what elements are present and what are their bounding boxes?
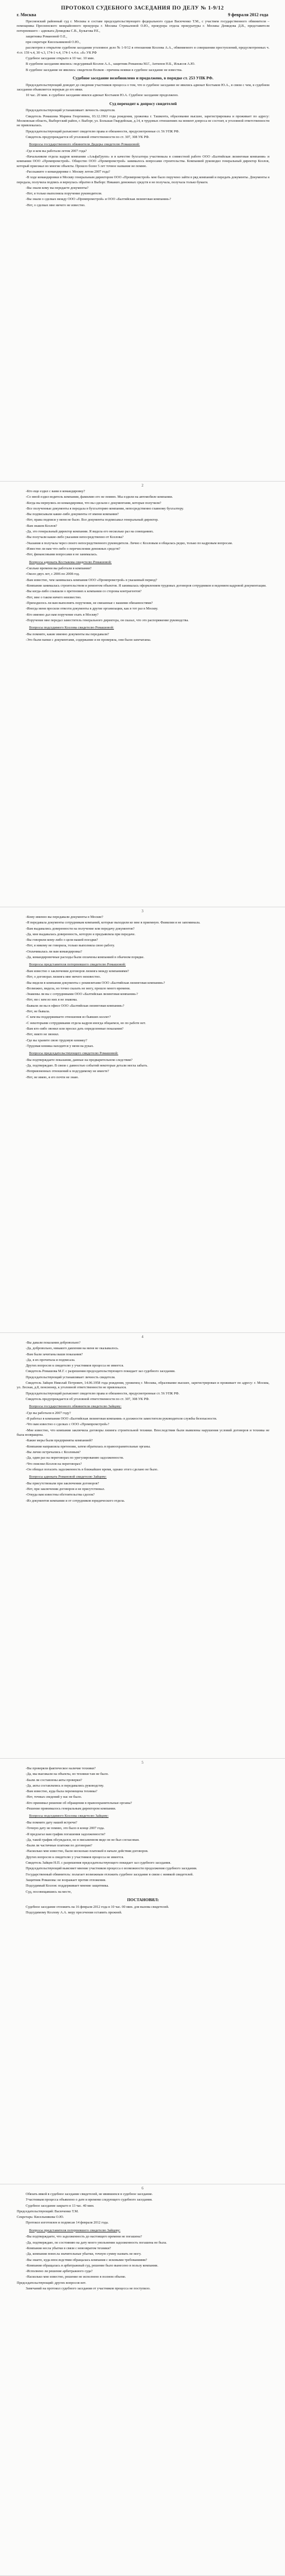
paragraph: -Решение принималось генеральным директором компании. xyxy=(26,1807,116,1811)
paragraph: -Он обещал погасить задолженность в ближайшее время, однако этого сделано не было. xyxy=(26,1467,159,1472)
paragraph: -Вы помните дату нашей встречи? xyxy=(26,1820,78,1825)
paragraph: Судебное заседание отложить на 16 февраля 2012 года в 10 час. 00 мин. для вызова свидетелей. xyxy=(26,1904,169,1909)
paragraph: -Нет, финансовыми вопросами я не занималась. xyxy=(26,553,98,557)
question-heading: Вопросы государственного обвинителя Дидеры свидетелю Ромашовой: xyxy=(29,142,140,147)
paragraph: -Были ли составлены акты проверки? xyxy=(26,1778,82,1782)
protocol-date: 9 февраля 2012 года xyxy=(228,12,268,17)
paragraph: -Где и кем вы работали летом 2007 года? xyxy=(26,149,87,153)
paragraph: -Вам известно о заключении договоров лизинга между компаниями? xyxy=(26,969,129,973)
paragraph: -Начальником отдела кадров компании «АльфаГрупп» и в качестве бухгалтера участвовала в совместной работе ООО «Балтийская лизинговая компания» и компании ООО «Промпромстрой». Общество ООО «Промпромстрой» занималось вопросами строительства. Компанией руководил генеральный директор Козлов, который приезжал во многие объекты. Прошло более 5 лет точное название не помню. xyxy=(17,155,269,168)
paragraph: Председательствующий доводит до сведения участников процесса о том, что в судебное заседание не явились адвокат Костыков Ю.А., в связи с чем, в судебном заседании объявляется перерыв до его явки. xyxy=(17,83,269,92)
paragraph xyxy=(17,2229,269,2234)
paragraph: -Компания несла убытки в связи с невозвратом техники? xyxy=(26,2246,111,2250)
paragraph xyxy=(17,1475,269,1480)
page-body xyxy=(0,489,285,642)
paragraph: -Приходилось ли вам выполнять поручения, не связанные с вашими обязанностями? xyxy=(26,601,153,605)
paragraph: Защитник Романова: не возражает против отложения. xyxy=(26,1878,106,1882)
paragraph: -Кто принимал решение об обращении в правоохранительные органы? xyxy=(26,1801,132,1805)
document-page-5 xyxy=(0,1759,285,2184)
paragraph: -Да, командировочные расходы были оплачены компанией в обычном порядке. xyxy=(26,955,145,960)
paragraph: -Вам знаком Козлов? xyxy=(26,523,58,528)
paragraph: Других вопросов к свидетелю у участников процесса не имеется. xyxy=(26,1364,124,1368)
paragraph: -Да, подтверждаю, по состоянию на дату моего увольнения задолженность погашена не была. xyxy=(26,2240,167,2245)
paragraph: -Из документов компании и от сотрудников юридического отдела. xyxy=(26,1498,125,1503)
paragraph: Свидетель Зайцев Николай Петрович, 14.06.1958 года рождения, уроженец г. Москвы, образование высшее, зарегистрирован и проживает по адресу: г. Москва, ул. Лесная, д.8, пенсионер, к уголовной ответственности не привлекался. xyxy=(17,1381,269,1390)
document-page-3 xyxy=(0,907,285,1333)
paragraph: -Вы видели в компании документы с реквизитами ООО «Балтийская лизинговая компания»? xyxy=(26,980,165,985)
paragraph: -Вы проверяли фактическое наличие техники? xyxy=(26,1766,96,1770)
question-heading: Вопросы адвоката Костыкова свидетелю Ромашовой: xyxy=(29,560,112,564)
paragraph: -Вы помните, какие именно документы вы передавали? xyxy=(26,632,110,636)
paragraph: -Были ли частичные платежи по договорам? xyxy=(26,1844,92,1848)
paragraph: -С некоторыми сотрудниками отдела кадров иногда общаемся, но по работе нет. xyxy=(26,1021,146,1025)
paragraph: -Сколько времени вы работали в компании? xyxy=(26,566,92,571)
paragraph: -Компания направляла претензии, затем обратилась в правоохранительные органы. xyxy=(26,1444,151,1449)
paragraph: -Да, компания понесла значительные убытки, точную сумму назвать не могу. xyxy=(26,2252,141,2256)
paragraph: -Поручение мне передал заместитель генерального директора, он сказал, что это распоряжение руководства. xyxy=(26,618,189,622)
paragraph: -Вы подписывали какие-либо документы от имени компании? xyxy=(26,512,119,517)
protocol-dateline xyxy=(17,12,268,17)
paragraph: -Расскажите о командировке г. Москву летом 2007 года? xyxy=(26,169,110,174)
document-page-6 xyxy=(0,2184,285,2576)
page-body xyxy=(0,2192,285,2291)
paragraph: Свидетель предупреждается об уголовной ответственности по ст. 307, 308 УК РФ. xyxy=(26,135,150,139)
paragraph: -Нет, мне о таком ничего неизвестно. xyxy=(26,595,82,599)
paragraph: -С кем вы поддерживаете отношения из бывших коллег? xyxy=(26,1015,111,1020)
paragraph: -Нет, о договорах лизинга мне ничего неизвестно. xyxy=(26,975,101,979)
paragraph: -Вам кто-либо звонил или просил дать определенные показания? xyxy=(26,1026,124,1031)
page-body xyxy=(0,1766,285,1915)
paragraph: защитника Романовой О.Е., xyxy=(26,34,68,39)
paragraph: -Вы подтверждаете, что задолженность до настоящего времени не погашена? xyxy=(26,2235,142,2239)
paragraph: Суд переходит к допросу свидетелей xyxy=(109,101,177,106)
page-body xyxy=(0,1341,285,1503)
paragraph: -Я работал в компании ООО «Балтийская лизинговая компания» в должности заместителя руководителя службы безопасности. xyxy=(26,1417,217,1421)
paragraph: Председательствующий: Васюченко Т.М. xyxy=(17,2209,79,2213)
question-heading: Вопросы представителя потерпевшего свидетелю Ромашовой: xyxy=(29,963,126,967)
paragraph: -Да, добровольно, никакого давления на меня не оказывалось. xyxy=(26,1346,119,1351)
paragraph: -Да, акты составлялись и передавались руководству. xyxy=(26,1783,104,1788)
paragraph: -Со мной ездил водитель компании, фамилию его не помню. Мы ездили на автомобиле компании. xyxy=(26,495,173,499)
page-number: 3 xyxy=(141,909,144,913)
paragraph: Других вопросов к свидетелю у участников процесса не имеется. xyxy=(26,1855,124,1859)
paragraph: -Вы лично встречались с Козловым? xyxy=(26,1450,81,1454)
paragraph: -Где вы работали в 2007 году? xyxy=(26,1411,71,1415)
paragraph: -Известно ли вам что-либо о перечислении денежных средств? xyxy=(26,546,121,551)
paragraph: -Неприязненных отношений к подсудимому не имеете? xyxy=(26,1069,110,1074)
document-page-1 xyxy=(0,0,285,482)
paragraph: -Да, это генеральный директор компании. Я видела его несколько раз на совещаниях. xyxy=(26,530,154,534)
paragraph: Участникам процесса объявлено о дате и времени следующего судебного заседания. xyxy=(26,2198,153,2202)
paragraph: -Да, мне выдавалась доверенность, которую я предъявляла при передаче. xyxy=(26,932,136,936)
paragraph: -Компания обращалась в арбитражный суд, решение было вынесено в пользу компании. xyxy=(26,2263,159,2268)
paragraph: -Вы знали о сделках между ООО «Промпромстрой» и ООО «Балтийская лизинговая компания»? xyxy=(26,197,172,202)
paragraph: -Да, подтверждаю. В связи с давностью событий некоторые детали могла забыть. xyxy=(26,1063,148,1068)
paragraph: -Да, я их прочитала и подписала. xyxy=(26,1358,75,1362)
paragraph: -Да, один раз на переговорах по урегулированию задолженности. xyxy=(26,1456,124,1460)
protocol-city: г. Москва xyxy=(17,12,36,17)
paragraph: -Нет, никто не звонил. xyxy=(26,1032,59,1037)
question-heading: Вопросы представителя потерпевшего свидетелю Зайцеву: xyxy=(29,2228,121,2232)
paragraph: при секретаре Кисельниковой О.Ю., xyxy=(26,40,80,45)
page-body xyxy=(0,915,285,1080)
paragraph: Судебное заседание открыто в 10 час. 10 мин. xyxy=(26,56,95,61)
paragraph: -Нет, при заключении договоров я не присутствовал. xyxy=(26,1487,105,1491)
paragraph: Обязать явкой в судебное заседание свидетелей, не явившихся в судебное заседание. xyxy=(26,2192,153,2196)
page-number: 4 xyxy=(141,1335,144,1339)
protocol-title: ПРОТОКОЛ СУДЕБНОГО ЗАСЕДАНИЯ ПО ДЕЛУ № 1-9/12 xyxy=(61,6,224,11)
paragraph: Председательствующий выясняет мнение участников процесса о возможности продолжения судебного заседания. xyxy=(26,1866,197,1871)
paragraph: -Вы знали кому вы передаете документы? xyxy=(26,185,89,190)
paragraph: -Вы получали какие-либо указания непосредственно от Козлова? xyxy=(26,535,124,540)
paragraph: Суд, посовещавшись на месте, xyxy=(26,1889,72,1894)
paragraph: -Нет, я только выполняла поручение руководителя. xyxy=(26,192,102,196)
document-page-2 xyxy=(0,482,285,907)
paragraph: Подсудимому Козлову А.А. меру пресечения оставить прежней. xyxy=(26,1910,122,1915)
paragraph: -Насколько мне известно, решение не исполнено в полном объеме. xyxy=(26,2275,126,2279)
paragraph: -Это были папки с документами, содержание я не проверяла, они были запечатаны. xyxy=(26,637,151,642)
paragraph: -В ходе командировки в Москву генеральным директором ООО «Промпромстрой» мне было поручено зайти в ряд компаний и передать документы. Документы я передала, получила подпись и вернулась обратно в Выборг. Никаких денежных средств я не получала, получала только бумаги. xyxy=(17,175,269,184)
paragraph: Председательствующий разъясняет свидетелю права и обязанности, предусмотренные ст. 56 УПК РФ. xyxy=(26,129,180,134)
paragraph: -Вы присутствовали при заключении договоров? xyxy=(26,1481,99,1485)
paragraph xyxy=(17,963,269,968)
paragraph: Судебное заседание возобновлено и продолжено, в порядке ст. 253 УПК РФ. xyxy=(73,75,213,80)
paragraph: Свидетель Ромашова Марина Георгиевна, 03.12.1963 года рождения, уроженка г. Ташкента, образование высшее, зарегистрирована и проживает по адресу: Московская область, Выборгский район, г. Выборг, ул. Большая Гвардейская, д.14, в трудовых отношениях на момент допроса не состоит, к уголовной ответственности не привлекалась. xyxy=(17,114,269,128)
paragraph: -Вам выдавались доверенности на получение или передачу документов? xyxy=(26,926,135,931)
question-heading: Вопросы подсудимого Козлова свидетелю Зайцеву: xyxy=(29,1814,109,1818)
paragraph: -Вы подтверждаете показания, данные на предварительном следствии? xyxy=(26,1058,133,1062)
page-number: 6 xyxy=(141,2186,144,2191)
paragraph: -Кто еще ездил с вами в командировку? xyxy=(26,489,86,493)
paragraph: -Да, мы выезжали на объекты, но техники там не было. xyxy=(26,1772,109,1777)
paragraph: -Вам были зачитаны ваши показания? xyxy=(26,1352,83,1356)
paragraph: -Вы давали показания добровольно? xyxy=(26,1341,80,1345)
paragraph: -Нет, ни с кем из них я не знакома. xyxy=(26,998,78,1002)
paragraph: В судебное заседание не явились: свидетели Волков - причина неявки в судебное заседание не известна. xyxy=(26,68,183,72)
paragraph: -Нет, права подписи у меня не было. Все документы подписывал генеральный директор. xyxy=(26,518,159,522)
paragraph: -Бывали ли вы в офисе ООО «Балтийская лизинговая компания»? xyxy=(26,1003,125,1008)
paragraph xyxy=(17,1814,269,1819)
paragraph: -Вам известно, куда была перемещена техника? xyxy=(26,1789,98,1794)
paragraph: 10 час. 20 мин. в судебное заседание явился адвокат Костыков Ю.А. Судебное заседание продолжено. xyxy=(26,93,179,98)
paragraph: -Нет, не имею, я его почти не знаю. xyxy=(26,1075,79,1079)
paragraph: -Мне известно, что компания заключила договоры лизинга строительной техники. Впоследствии были выявлены нарушения условий договоров и техника не была возвращена. xyxy=(17,1428,269,1437)
paragraph xyxy=(17,626,269,631)
question-heading: Вопросы адвоката Романовой свидетелю Зайцеву: xyxy=(29,1475,107,1479)
paragraph: -Вы знаете, куда впоследствии обращалась компания с исковыми требованиями? xyxy=(26,2258,148,2262)
paragraph: -Насколько мне известно, были несколько платежей в начале действия договоров. xyxy=(26,1849,149,1854)
paragraph: -Кто именно дал вам поручение ехать в Москву? xyxy=(26,612,99,617)
paragraph xyxy=(17,142,269,147)
paragraph: -Нет, точных сведений у нас не было. xyxy=(26,1795,82,1799)
paragraph: -Нет, о сделках мне ничего не известно. xyxy=(26,203,86,207)
paragraph: -Я передавала документы сотрудникам компаний, которые выходили ко мне в приемную. Фамилии я не запоминала. xyxy=(26,921,201,925)
question-heading: Вопросы подсудимого Козлова свидетелю Ромашовой: xyxy=(29,626,114,630)
question-heading: Вопросы государственного обвинителя свидетелю Зайцеву: xyxy=(29,1404,122,1409)
paragraph: -Вы говорили кому-либо о цели вашей поездки? xyxy=(26,938,98,942)
paragraph: Председательствующий устанавливает личность свидетеля. xyxy=(26,1375,116,1379)
paragraph: -Компания занималась строительством и ремонтом объектов. Я занималась оформлением трудовых договоров сотрудников и ведением кадровой документации. xyxy=(26,584,267,588)
paragraph: Свидетель предупреждается об уголовной ответственности по ст. 307, 308 УК РФ. xyxy=(26,1397,150,1401)
paragraph: -Когда вы вернулись из командировки, что вы сделали с документами, которые получили? xyxy=(26,501,162,505)
paragraph: Свидетель Ромашова М.Г. с разрешения председательствующего покидает зал судебного заседания. xyxy=(26,1369,175,1374)
paragraph: Свидетель Зайцев Н.П. с разрешения председательствующего покидает зал судебного заседания. xyxy=(26,1861,172,1865)
paragraph xyxy=(17,1051,269,1056)
paragraph: Председательствующий разъясняет свидетелю права и обязанности, предусмотренные ст. 56 УПК РФ. xyxy=(26,1391,180,1396)
paragraph: -Возможно, видела, но точно сказать не могу, прошло много времени. xyxy=(26,986,131,991)
paragraph: -Все полученные документы я передала в бухгалтерию компании, непосредственно главному бухгалтеру. xyxy=(26,506,184,511)
paragraph: -Исполнено ли решение арбитражного суда? xyxy=(26,2269,93,2274)
paragraph xyxy=(17,560,269,565)
paragraph: Судебное заседание закрыто в 13 час. 40 мин. xyxy=(26,2203,94,2208)
question-heading: Вопросы председательствующего свидетелю Ромашовой: xyxy=(29,1051,118,1056)
page-body xyxy=(0,20,285,208)
paragraph: -Откуда вам известны обстоятельства сделок? xyxy=(26,1493,95,1497)
paragraph: -Оплачивалась ли вам командировка? xyxy=(26,949,82,954)
page-number: 5 xyxy=(141,1760,144,1765)
paragraph: -Вам известно, чем занималась компания ООО «Промпромстрой» в указанный период? xyxy=(26,578,158,582)
paragraph: Государственный обвинитель: полагает возможным отложить судебное заседание в связи с неявкой свидетелей. xyxy=(26,1872,194,1877)
paragraph: -Да, такой график обсуждался, но в письменном виде он не был согласован. xyxy=(26,1837,140,1842)
paragraph: В судебном заседании явились: подсудимый Козлов А.А., защитник Романова М.Г., Антипов Н.Б., Ильясов А.Ю. xyxy=(26,62,196,66)
paragraph: -Точную дату не помню, это было в конце 2007 года. xyxy=(26,1826,105,1831)
paragraph: -Указания я получала через своего непосредственного руководителя. Лично с Козловым я общалась редко, только по кадровым вопросам. xyxy=(26,541,233,545)
paragraph: -Какие меры были предприняты компанией? xyxy=(26,1439,93,1443)
paragraph: -Знакомы ли вы с сотрудниками ООО «Балтийская лизинговая компания»? xyxy=(26,992,138,997)
paragraph: -Что пояснял Козлов на переговорах? xyxy=(26,1461,82,1466)
paragraph: -Я предлагал вам график погашения задолженности? xyxy=(26,1832,106,1836)
paragraph: Пресненский районный суд г. Москвы в составе председательствующего федерального судьи Васюченко Т.М., с участием государственного обвинителя – помощника Пресненского межрайонного прокурора г. Москвы Стрекаловой О.Ю., прокурора отдела прокуратуры г. Москвы Демидова Д.В., представителя потерпевшего – адвоката Демидова С.В., Булыгова Р.Е., xyxy=(17,20,269,33)
document-page-4 xyxy=(0,1333,285,1759)
paragraph: -Кому именно вы передавали документы в Москве? xyxy=(26,915,103,919)
paragraph: -Где вы храните свою трудовую книжку? xyxy=(26,1038,87,1042)
paragraph: ПОСТАНОВИЛ: xyxy=(127,1897,159,1902)
paragraph: Секретарь: Кисельникова О.Ю. xyxy=(17,2215,64,2220)
paragraph: -Трудовая книжка находится у меня на руках. xyxy=(26,1044,94,1048)
paragraph: рассмотрев в открытом судебном заседании уголовное дело № 1-9/12 в отношении Козлова А.А., обвиняемого в совершении преступлений, предусмотренных ч. 4 ст. 159 ч.4, 30 ч.3, 174-1 ч.4, 174-1 ч.4 п. «б» УК РФ xyxy=(17,46,269,55)
paragraph: Протокол изготовлен и подписан 14 февраля 2012 года. xyxy=(26,2221,109,2225)
paragraph: -Нет, я никому не говорила, только выполняла свою работу. xyxy=(26,944,115,948)
paragraph: Председательствующий: других вопросов нет. xyxy=(17,2280,87,2285)
paragraph: -Иногда меня просили отвезти документы в другие организации, как в тот раз в Москву. xyxy=(26,607,158,611)
paragraph: -Около двух лет, с 2006 по 2008 год. xyxy=(26,572,80,577)
page-number: 2 xyxy=(141,483,144,488)
paragraph: Председательствующий устанавливает личность свидетеля. xyxy=(26,108,116,113)
paragraph: -Нет, не бывала. xyxy=(26,1010,50,1014)
paragraph xyxy=(17,1404,269,1410)
paragraph: Подсудимый Козлов: поддерживает мнение защитника. xyxy=(26,1884,109,1888)
paragraph: Замечаний на протокол судебного заседания от участников процесса не поступило. xyxy=(26,2287,151,2291)
paragraph: -Что вам известно о сделках с ООО «Промпромстрой»? xyxy=(26,1422,110,1427)
paragraph: -Вы когда-либо слышали о претензиях к компании со стороны контрагентов? xyxy=(26,589,142,594)
